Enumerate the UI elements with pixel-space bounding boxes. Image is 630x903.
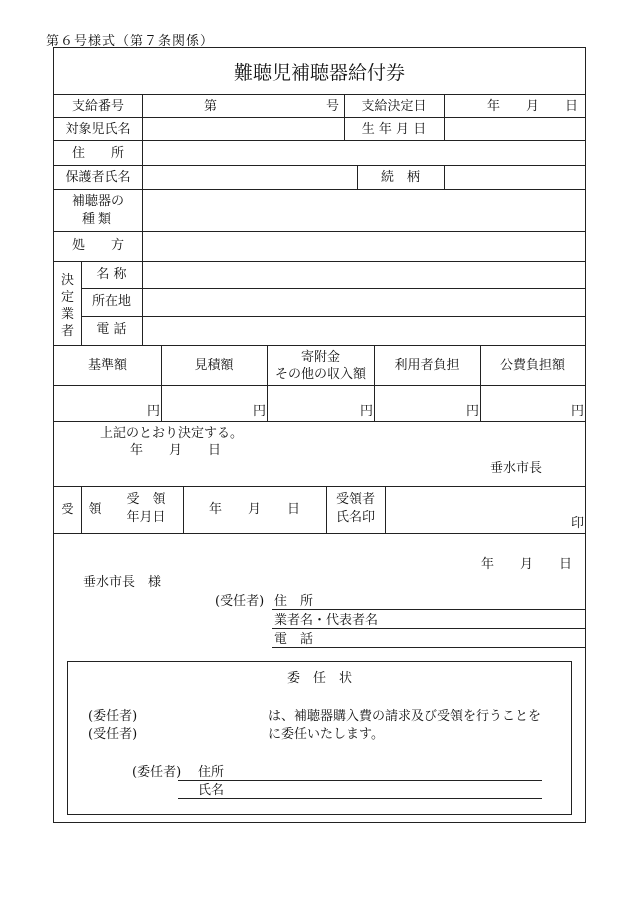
request-date: 年 月 日 bbox=[481, 557, 573, 572]
vendor-name-label: 名 称 bbox=[96, 267, 127, 282]
receipt-date-label-2: 年月日 bbox=[126, 510, 166, 525]
amount-header-standard: 基準額 bbox=[87, 358, 127, 373]
unit-yen: 円 bbox=[253, 404, 267, 419]
decision-text: 上記のとおり決定する。 bbox=[100, 426, 244, 441]
prescription-label: 処 方 bbox=[71, 238, 124, 253]
receipt-date-label: 受 領 bbox=[126, 492, 166, 507]
vendor-group-label: 決 定 業 者 bbox=[60, 273, 74, 339]
issue-number-dai: 第 bbox=[204, 99, 218, 114]
proxy-body-1: は、補聴器購入費の請求及び受領を行うことを bbox=[268, 709, 542, 724]
amount-header-public-share: 公費負担額 bbox=[499, 358, 565, 373]
agent-address-label: 住 所 bbox=[274, 594, 314, 609]
receipt-date-value: 年 月 日 bbox=[208, 502, 300, 517]
amount-header-other-income: その他の収入額 bbox=[274, 367, 366, 382]
unit-yen: 円 bbox=[571, 404, 585, 419]
unit-yen: 円 bbox=[466, 404, 480, 419]
child-name-label: 対象児氏名 bbox=[65, 122, 131, 137]
decision-mayor: 垂水市長 bbox=[490, 461, 543, 476]
agent-company-label: 業者名・代表者名 bbox=[274, 613, 379, 628]
decision-date-label: 支給決定日 bbox=[361, 99, 427, 114]
receipt-label-2: 領 bbox=[88, 502, 102, 517]
agent-phone-label: 電 話 bbox=[274, 632, 314, 647]
seal-mark: 印 bbox=[571, 516, 585, 531]
vendor-phone-label: 電 話 bbox=[96, 322, 127, 337]
proxy-delegatee: (受任者) bbox=[88, 727, 138, 742]
decision-date: 年 月 日 bbox=[130, 443, 222, 458]
agent-prefix: (受任者) bbox=[215, 594, 265, 609]
receipt-label: 受 bbox=[61, 502, 74, 516]
proxy-sign-address: 住所 bbox=[198, 765, 225, 780]
decision-date-value: 年 月 日 bbox=[487, 99, 579, 114]
proxy-sign-prefix: (委任者) bbox=[132, 765, 182, 780]
receiver-label: 受領者 bbox=[335, 492, 375, 507]
vendor-location-label: 所在地 bbox=[91, 294, 131, 309]
voucher-form bbox=[53, 47, 586, 823]
amount-header-user-share: 利用者負担 bbox=[394, 358, 460, 373]
guardian-label: 保護者氏名 bbox=[65, 170, 131, 185]
unit-yen: 円 bbox=[360, 404, 374, 419]
birthdate-label: 生 年 月 日 bbox=[361, 122, 427, 137]
issue-number-go: 号 bbox=[326, 99, 340, 114]
device-type-label-2: 種類 bbox=[81, 212, 114, 227]
proxy-letter-box bbox=[67, 661, 572, 815]
request-addressee: 垂水市長 様 bbox=[83, 575, 162, 590]
amount-header-donation: 寄附金 bbox=[300, 350, 340, 365]
proxy-body-2: に委任いたします。 bbox=[268, 727, 384, 742]
device-type-label: 補聴器の bbox=[71, 194, 124, 209]
proxy-delegator: (委任者) bbox=[88, 709, 138, 724]
unit-yen: 円 bbox=[147, 404, 161, 419]
proxy-sign-name: 氏名 bbox=[198, 783, 225, 798]
relation-label: 続 柄 bbox=[380, 170, 420, 185]
issue-number-label: 支給番号 bbox=[71, 99, 124, 114]
receiver-label-2: 氏名印 bbox=[335, 510, 375, 525]
form-title: 難聴児補聴器給付券 bbox=[233, 62, 405, 84]
address-label: 住 所 bbox=[71, 146, 124, 161]
proxy-title: 委 任 状 bbox=[286, 671, 352, 686]
amount-header-estimate: 見積額 bbox=[194, 358, 234, 373]
form-number: 第６号様式（第７条関係） bbox=[46, 34, 215, 49]
